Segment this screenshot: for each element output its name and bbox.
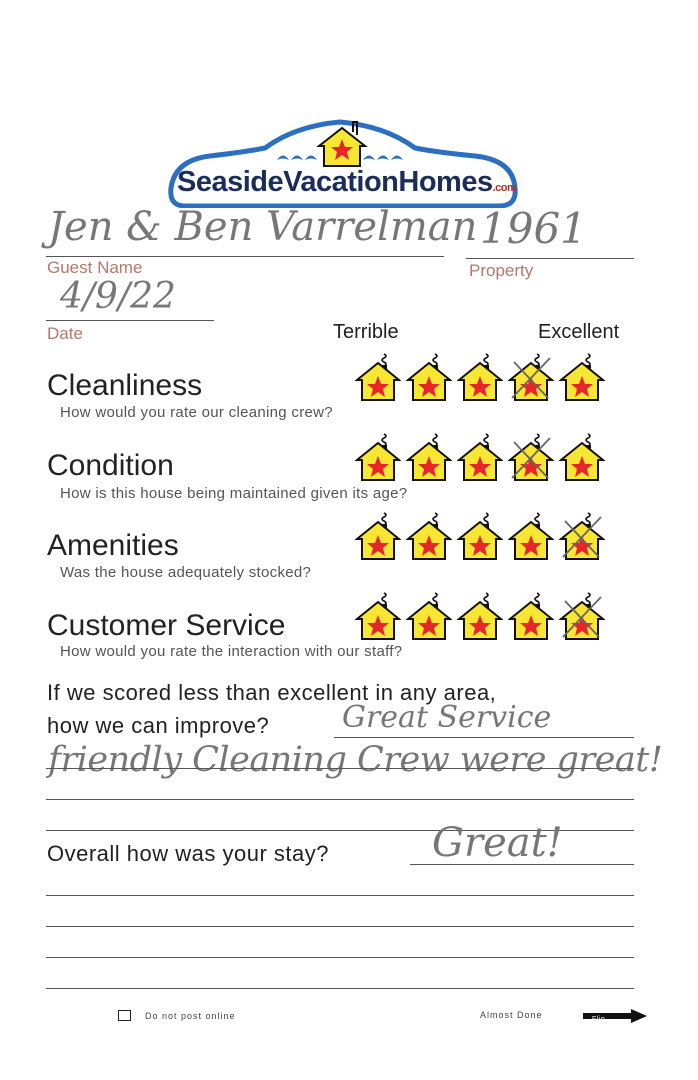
overall-line-3 xyxy=(46,926,634,927)
almost-done-label: Almost Done xyxy=(480,1010,543,1020)
improve-question-line1: If we scored less than excellent in any area, xyxy=(47,680,497,705)
guest-name-value: Jen & Ben Varrelman xyxy=(48,204,478,250)
rating-house-icon[interactable] xyxy=(457,591,503,641)
rating-house-icon[interactable] xyxy=(508,591,554,641)
guest-name-label: Guest Name xyxy=(47,258,143,277)
date-label: Date xyxy=(47,324,83,343)
rating-house-icon[interactable] xyxy=(406,432,452,482)
rating-house-icon[interactable] xyxy=(457,511,503,561)
cleanliness-title: Cleanliness xyxy=(47,369,203,402)
overall-line-2 xyxy=(46,895,634,896)
date-value: 4/9/22 xyxy=(60,276,176,317)
overall-question: Overall how was your stay? xyxy=(47,841,329,866)
scale-high-label: Excellent xyxy=(538,321,620,343)
property-line xyxy=(466,258,634,259)
overall-answer: Great! xyxy=(432,820,563,866)
rating-house-icon[interactable] xyxy=(508,432,554,482)
rating-house-icon[interactable] xyxy=(457,352,503,402)
rating-house-icon[interactable] xyxy=(406,591,452,641)
rating-house-icon[interactable] xyxy=(355,591,401,641)
rating-house-icon[interactable] xyxy=(355,352,401,402)
improve-answer-line1: Great Service xyxy=(342,700,552,735)
flip-label: Flip xyxy=(592,1016,606,1023)
overall-line-5 xyxy=(46,988,634,989)
improve-question-line2: how we can improve? xyxy=(47,713,270,738)
rating-house-icon[interactable] xyxy=(355,432,401,482)
date-line xyxy=(46,320,214,321)
rating-house-icon[interactable] xyxy=(355,511,401,561)
property-value: 1961 xyxy=(480,204,587,253)
condition-title: Condition xyxy=(47,449,174,482)
customer-service-question: How would you rate the interaction with our staff? xyxy=(60,643,403,660)
brand-name: SeasideVacationHomes.com xyxy=(177,166,517,198)
rating-house-icon[interactable] xyxy=(559,432,605,482)
rating-house-icon[interactable] xyxy=(406,352,452,402)
do-not-post-checkbox[interactable] xyxy=(118,1010,131,1021)
guest-name-line xyxy=(46,256,444,257)
overall-line-4 xyxy=(46,957,634,958)
rating-house-icon[interactable] xyxy=(559,352,605,402)
overall-line-1 xyxy=(410,864,634,865)
condition-question: How is this house being maintained given its age? xyxy=(60,485,408,502)
rating-house-icon[interactable] xyxy=(508,511,554,561)
improve-line-1 xyxy=(334,737,634,738)
customer-service-title: Customer Service xyxy=(47,609,286,642)
improve-line-2 xyxy=(46,768,634,769)
rating-house-icon[interactable] xyxy=(559,511,605,561)
rating-house-icon[interactable] xyxy=(406,511,452,561)
cleanliness-question: How would you rate our cleaning crew? xyxy=(60,404,333,421)
property-label: Property xyxy=(469,261,534,280)
scale-low-label: Terrible xyxy=(333,321,399,343)
improve-line-3 xyxy=(46,799,634,800)
improve-answer-line2: friendly Cleaning Crew were great! xyxy=(48,740,663,780)
rating-house-icon[interactable] xyxy=(457,432,503,482)
rating-house-icon[interactable] xyxy=(559,591,605,641)
brand-logo xyxy=(165,108,520,208)
amenities-title: Amenities xyxy=(47,529,179,562)
do-not-post-label: Do not post online xyxy=(145,1011,236,1021)
rating-house-icon[interactable] xyxy=(508,352,554,402)
amenities-question: Was the house adequately stocked? xyxy=(60,564,312,581)
